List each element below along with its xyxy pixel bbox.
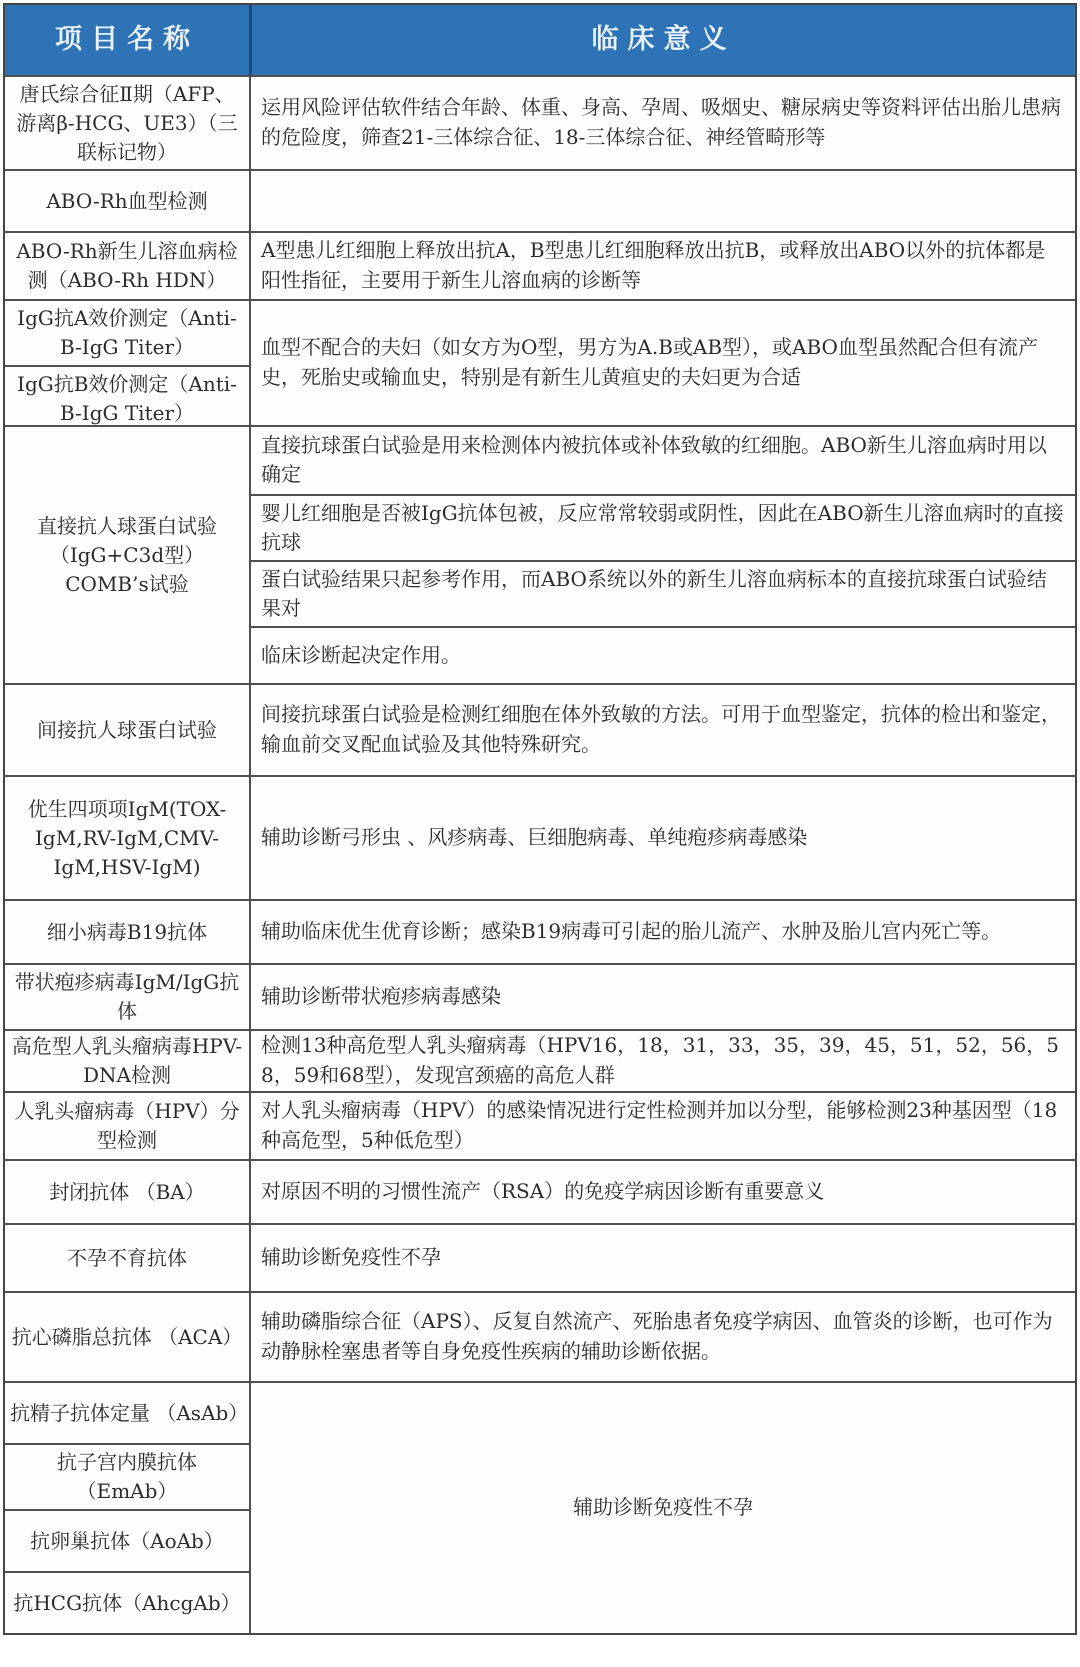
project-name-cell-merged: 直接抗人球蛋白试验（IgG+C3d型）COMB’s试验 <box>37 513 217 596</box>
project-name-cell: ABO-Rh血型检测 <box>46 188 208 213</box>
project-name-cell: 不孕不育抗体 <box>67 1245 187 1270</box>
table-row-group-immune-infertility <box>5 1381 1075 1633</box>
project-name-cell: 抗子宫内膜抗体 （EmAb） <box>5 1443 249 1509</box>
project-name-cell: 间接抗人球蛋白试验 <box>37 717 217 742</box>
project-name-cell: 人乳头瘤病毒（HPV）分型检测 <box>14 1099 240 1152</box>
project-name-cell: 抗卵巢抗体（AoAb） <box>5 1509 249 1571</box>
table-row <box>5 169 1075 231</box>
clinical-meaning-cell: 对人乳头瘤病毒（HPV）的感染情况进行定性检测并加以分型，能够检测23种基因型（18种高危型，5种低危型） <box>249 1093 1075 1159</box>
project-name-cell: IgG抗B效价测定（Anti-B-IgG Titer） <box>5 365 249 431</box>
clinical-meaning-cell: 蛋白试验结果只起参考作用，而ABO系统以外的新生儿溶血病标本的直接抗球蛋白试验结果对 <box>251 560 1075 626</box>
clinical-meaning-cell: 间接抗球蛋白试验是检测红细胞在体外致敏的方法。可用于血型鉴定，抗体的检出和鉴定，输血前交叉配血试验及其他特殊研究。 <box>249 685 1075 775</box>
table-row <box>5 775 1075 899</box>
clinical-meaning-cell: 直接抗球蛋白试验是用来检测体内被抗体或补体致敏的红细胞。ABO新生儿溶血病时用以确定 <box>261 433 1047 487</box>
table-row <box>5 231 1075 299</box>
project-name-stack <box>5 301 249 425</box>
header-project-name: 项目名称 <box>55 24 199 56</box>
clinical-meaning-cell: A型患儿红细胞上释放出抗A，B型患儿红细胞释放出抗B，或释放出ABO以外的抗体都是阳性指征，主要用于新生儿溶血病的诊断等 <box>249 233 1075 299</box>
project-name-cell: ABO-Rh新生儿溶血病检测（ABO-Rh HDN） <box>16 239 238 292</box>
table-row <box>5 75 1075 169</box>
clinical-meaning-cell: 运用风险评估软件结合年龄、体重、身高、孕周、吸烟史、糖尿病史等资料评估出胎儿患病的危险度，筛查21-三体综合征、18-三体综合征、神经管畸形等 <box>249 77 1075 169</box>
project-name-cell: 带状疱疹病毒IgM/IgG抗体 <box>14 970 240 1023</box>
table-row <box>5 683 1075 775</box>
table-row <box>5 1223 1075 1291</box>
table-row <box>5 1291 1075 1381</box>
clinical-meaning-cell: 检测13种高危型人乳头瘤病毒（HPV16，18，31，33，35，39，45，51，52，56，58，59和68型），发现宫颈癌的高危人群 <box>249 1031 1075 1091</box>
table-row <box>5 1159 1075 1223</box>
table-row-group-direct-coombs <box>5 425 1075 683</box>
project-name-cell: 高危型人乳头瘤病毒HPV-DNA检测 <box>11 1034 243 1087</box>
table-header-row <box>5 5 1075 75</box>
clinical-meaning-cell: 辅助诊断带状疱疹病毒感染 <box>249 965 1075 1029</box>
table-row <box>5 1029 1075 1091</box>
project-name-cell: 抗心磷脂总抗体 （ACA） <box>11 1324 243 1349</box>
clinical-meaning-cell-merged: 辅助诊断免疫性不孕 <box>249 1383 1075 1633</box>
clinical-meaning-cell: 辅助磷脂综合征（APS）、反复自然流产、死胎患者免疫学病因、血管炎的诊断，也可作为动静脉栓塞患者等自身免疫性疾病的辅助诊断依据。 <box>249 1293 1075 1381</box>
clinical-meaning-stack <box>249 427 1075 683</box>
clinical-meaning-cell-empty <box>249 171 1075 231</box>
project-name-cell: IgG抗A效价测定（Anti-B-IgG Titer） <box>17 306 237 359</box>
clinical-meaning-cell: 婴儿红细胞是否被IgG抗体包被，反应常常较弱或阴性，因此在ABO新生儿溶血病时的直接抗球 <box>251 494 1075 560</box>
header-clinical-significance: 临床意义 <box>249 5 1075 75</box>
project-name-cell: 细小病毒B19抗体 <box>46 919 208 944</box>
lab-test-significance-table <box>3 3 1077 1635</box>
clinical-meaning-cell: 临床诊断起决定作用。 <box>251 626 1075 683</box>
project-name-cell: 封闭抗体 （BA） <box>49 1179 205 1204</box>
table-row <box>5 963 1075 1029</box>
clinical-meaning-cell: 对原因不明的习惯性流产（RSA）的免疫学病因诊断有重要意义 <box>249 1161 1075 1223</box>
table-row-group-igg-titer <box>5 299 1075 425</box>
clinical-meaning-cell: 辅助诊断弓形虫 、风疹病毒、巨细胞病毒、单纯疱疹病毒感染 <box>249 777 1075 899</box>
project-name-stack <box>5 1383 249 1633</box>
table-row <box>5 1091 1075 1159</box>
project-name-cell: 唐氏综合征Ⅱ期（AFP、游离β-HCG、UE3）（三联标记物） <box>16 81 238 164</box>
project-name-cell: 抗精子抗体定量 （AsAb） <box>10 1400 249 1425</box>
project-name-cell: 抗HCG抗体（AhcgAb） <box>5 1571 249 1633</box>
table-row <box>5 899 1075 963</box>
clinical-meaning-cell: 辅助临床优生优育诊断；感染B19病毒可引起的胎儿流产、水肿及胎儿宫内死亡等。 <box>249 901 1075 963</box>
project-name-cell: 优生四项项IgM(TOX-IgM,RV-IgM,CMV-IgM,HSV-IgM) <box>27 796 227 879</box>
clinical-meaning-cell: 辅助诊断免疫性不孕 <box>249 1225 1075 1291</box>
clinical-meaning-cell-merged: 血型不配合的夫妇（如女方为O型，男方为A.B或AB型），或ABO血型虽然配合但有流产史，死胎史或输血史，特别是有新生儿黄疸史的夫妇更为合适 <box>249 301 1075 425</box>
